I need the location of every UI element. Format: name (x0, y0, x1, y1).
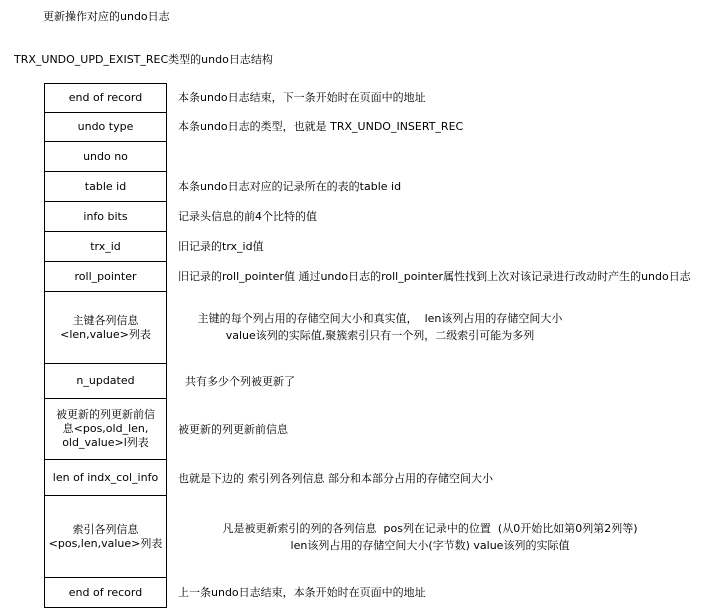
desc-end-of-record-bottom: 上一条undo日志结束，本条开始时在页面中的地址 (178, 586, 426, 599)
field-len-of-indx-col-info: len of indx_col_info (44, 459, 167, 496)
field-roll-pointer: roll_pointer (44, 261, 167, 292)
desc-primary-key-columns: 主键的每个列占用的存储空间大小和真实值， len该列占用的存储空间大小 value该列的实际值,聚簇索引只有一个列，二级索引可能为多列 (197, 312, 563, 342)
desc-len-of-indx-col-info: 也就是下边的 索引列各列信息 部分和本部分占用的存储空间大小 (178, 472, 493, 485)
desc-trx-id: 旧记录的trx_id值 (178, 240, 264, 253)
field-primary-key-columns: 主键各列信息 <len,value>列表 (44, 291, 167, 364)
field-end-of-record-top: end of record (44, 83, 167, 113)
page-title: 更新操作对应的undo日志 (43, 10, 170, 23)
field-info-bits: info bits (44, 201, 167, 232)
field-trx-id: trx_id (44, 231, 167, 262)
field-index-columns: 索引各列信息 <pos,len,value>列表 (44, 495, 167, 578)
field-undo-type: undo type (44, 112, 167, 142)
diagram-subtitle: TRX_UNDO_UPD_EXIST_REC类型的undo日志结构 (14, 53, 273, 66)
desc-undo-type: 本条undo日志的类型，也就是 TRX_UNDO_INSERT_REC (178, 120, 464, 133)
field-table-id: table id (44, 171, 167, 202)
desc-updated-columns-old-info: 被更新的列更新前信息 (178, 423, 288, 436)
desc-index-columns: 凡是被更新索引的列的各列信息 pos列在记录中的位置 (从0开始比如第0列第2列等) len该列占用的存储空间大小(字节数) value该列的实际值 (222, 522, 638, 552)
desc-end-of-record-top: 本条undo日志结束，下一条开始时在页面中的地址 (178, 91, 426, 104)
desc-roll-pointer: 旧记录的roll_pointer值 通过undo日志的roll_pointer属性找到上次对该记录进行改动时产生的undo日志 (178, 270, 691, 283)
field-n-updated: n_updated (44, 363, 167, 399)
desc-table-id: 本条undo日志对应的记录所在的表的table id (178, 180, 402, 193)
field-end-of-record-bottom: end of record (44, 577, 167, 608)
field-undo-no: undo no (44, 141, 167, 172)
field-updated-columns-old-info: 被更新的列更新前信 息<pos,old_len, old_value>l列表 (44, 398, 167, 460)
desc-info-bits: 记录头信息的前4个比特的值 (178, 210, 317, 223)
desc-n-updated: 共有多少个列被更新了 (185, 375, 295, 388)
